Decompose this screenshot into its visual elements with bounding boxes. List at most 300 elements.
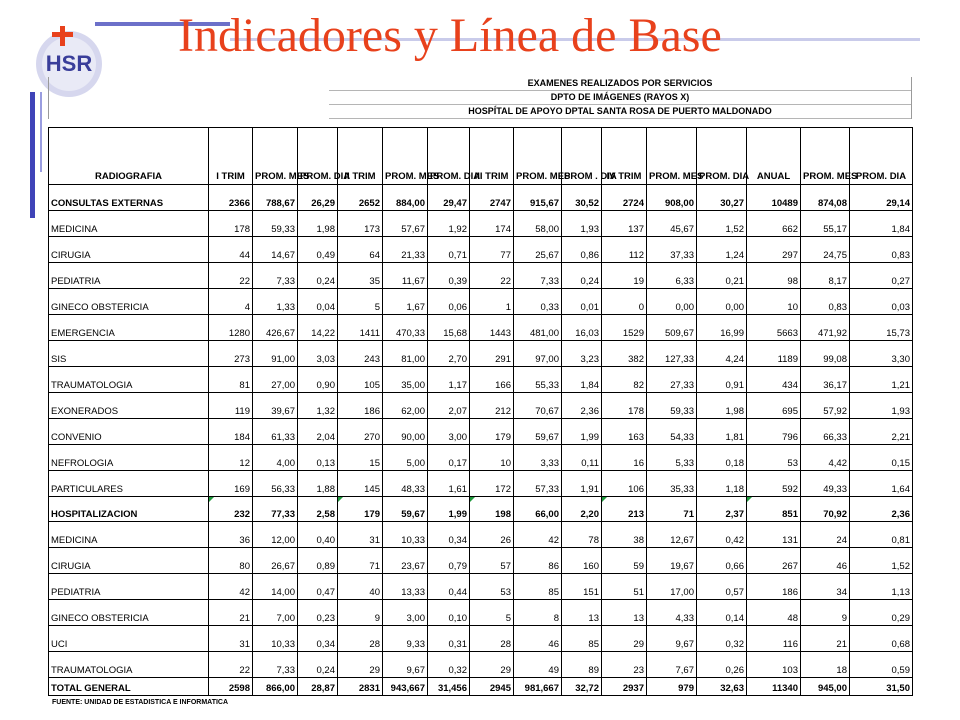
table-cell: 509,67 [647, 315, 697, 341]
table-cell: 19 [602, 263, 647, 289]
table-row [49, 652, 913, 678]
table-cell: 0,89 [298, 548, 338, 574]
table-cell: 57,33 [514, 471, 562, 497]
svg-text:HSR: HSR [45, 51, 93, 76]
table-cell: 29 [602, 626, 647, 652]
table-cell: 10,33 [383, 522, 428, 548]
table-row [49, 626, 913, 652]
table-cell: 1,21 [850, 367, 913, 393]
table-cell: 131 [747, 522, 801, 548]
table-cell: 77 [470, 237, 514, 263]
table-cell: 1,32 [298, 393, 338, 419]
table-cell: 1,84 [850, 211, 913, 237]
table-cell: 1,61 [428, 471, 470, 497]
table-cell: 30,27 [697, 185, 747, 211]
table-cell: 2,37 [697, 497, 747, 522]
table-cell: 0,13 [298, 445, 338, 471]
column-header: PROM . DIA [562, 128, 602, 185]
table-cell: 13 [562, 600, 602, 626]
table-cell: 7,33 [253, 652, 298, 678]
table-cell: 106 [602, 471, 647, 497]
spreadsheet [48, 77, 912, 710]
table-cell: 662 [747, 211, 801, 237]
table-cell: 0,83 [801, 289, 850, 315]
table-cell: 2598 [209, 678, 253, 696]
table-cell: 9,67 [383, 652, 428, 678]
table-cell: 0,26 [697, 652, 747, 678]
table-cell: 0,34 [298, 626, 338, 652]
table-row [49, 600, 913, 626]
table-cell: 695 [747, 393, 801, 419]
table-cell: 0,11 [562, 445, 602, 471]
table-cell: 7,67 [647, 652, 697, 678]
table-row [49, 237, 913, 263]
table-cell: 5663 [747, 315, 801, 341]
table-cell: 0,49 [298, 237, 338, 263]
sheet-header-line: HOSPÍTAL DE APOYO DPTAL SANTA ROSA DE PUERTO MALDONADO [329, 105, 911, 119]
table-cell: 0,31 [428, 626, 470, 652]
table-cell: 1189 [747, 341, 801, 367]
table-cell: 11,67 [383, 263, 428, 289]
table-cell: 16,03 [562, 315, 602, 341]
table-cell: 4,00 [253, 445, 298, 471]
table-cell: 98 [747, 263, 801, 289]
table-cell: 55,33 [514, 367, 562, 393]
table-cell: 26,29 [298, 185, 338, 211]
table-header-row [49, 128, 913, 185]
table-cell: 22 [470, 263, 514, 289]
table-cell: 1,88 [298, 471, 338, 497]
row-label: TOTAL GENERAL [49, 678, 209, 696]
table-cell: 4,24 [697, 341, 747, 367]
table-cell: 8 [514, 600, 562, 626]
table-row [49, 419, 913, 445]
table-cell: 66,33 [801, 419, 850, 445]
table-cell: 1529 [602, 315, 647, 341]
row-label: HOSPITALIZACION [49, 497, 209, 522]
table-cell: 44 [209, 237, 253, 263]
table-cell: 53 [747, 445, 801, 471]
column-header: IV TRIM [602, 128, 647, 185]
table-cell: 979 [647, 678, 697, 696]
table-cell: 1,84 [562, 367, 602, 393]
table-cell: 35 [338, 263, 383, 289]
table-cell: 0,47 [298, 574, 338, 600]
table-cell: 34 [801, 574, 850, 600]
row-label: PEDIATRIA [49, 574, 209, 600]
table-cell: 0,83 [850, 237, 913, 263]
row-label: TRAUMATOLOGIA [49, 652, 209, 678]
table-cell: 0,90 [298, 367, 338, 393]
table-cell: 38 [602, 522, 647, 548]
table-cell: 169 [209, 471, 253, 497]
table-row [49, 574, 913, 600]
table-cell: 470,33 [383, 315, 428, 341]
table-cell: 10 [747, 289, 801, 315]
table-cell: 0,71 [428, 237, 470, 263]
table-cell: 1411 [338, 315, 383, 341]
table-cell: 382 [602, 341, 647, 367]
table-cell: 0,23 [298, 600, 338, 626]
table-cell: 0,32 [697, 626, 747, 652]
row-label: UCI [49, 626, 209, 652]
table-cell: 39,67 [253, 393, 298, 419]
table-cell: 0,27 [850, 263, 913, 289]
table-cell: 2,04 [298, 419, 338, 445]
table-row [49, 367, 913, 393]
table-cell: 2,70 [428, 341, 470, 367]
table-cell: 0,24 [298, 652, 338, 678]
table-cell: 7,00 [253, 600, 298, 626]
table-cell: 1,93 [850, 393, 913, 419]
table-cell: 1,24 [697, 237, 747, 263]
table-cell: 915,67 [514, 185, 562, 211]
table-cell: 0,32 [428, 652, 470, 678]
table-cell: 3,03 [298, 341, 338, 367]
table-cell: 2,21 [850, 419, 913, 445]
table-cell: 27,00 [253, 367, 298, 393]
table-cell: 2,58 [298, 497, 338, 522]
table-cell: 48 [747, 600, 801, 626]
table-cell: 0,03 [850, 289, 913, 315]
table-cell: 3,33 [514, 445, 562, 471]
table-cell: 21,33 [383, 237, 428, 263]
table-cell: 0,14 [697, 600, 747, 626]
table-cell: 2,36 [562, 393, 602, 419]
table-cell: 0,57 [697, 574, 747, 600]
table-cell: 59,67 [383, 497, 428, 522]
table-cell: 5,33 [647, 445, 697, 471]
row-label: PARTICULARES [49, 471, 209, 497]
table-cell: 186 [747, 574, 801, 600]
table-cell: 10489 [747, 185, 801, 211]
table-cell: 26,67 [253, 548, 298, 574]
table-cell: 945,00 [801, 678, 850, 696]
table-cell: 160 [562, 548, 602, 574]
column-header: PROM. DIA [850, 128, 913, 185]
table-cell: 15,73 [850, 315, 913, 341]
table-cell: 1,64 [850, 471, 913, 497]
table-cell: 9 [338, 600, 383, 626]
table-cell: 788,67 [253, 185, 298, 211]
table-cell: 23,67 [383, 548, 428, 574]
table-cell: 70,92 [801, 497, 850, 522]
table-cell: 0,68 [850, 626, 913, 652]
table-cell: 13 [602, 600, 647, 626]
table-cell: 14,67 [253, 237, 298, 263]
table-cell: 36 [209, 522, 253, 548]
table-cell: 27,33 [647, 367, 697, 393]
column-header: PROM. DIA [697, 128, 747, 185]
table-cell: 151 [562, 574, 602, 600]
table-cell: 71 [338, 548, 383, 574]
table-cell: 8,17 [801, 263, 850, 289]
table-cell: 186 [338, 393, 383, 419]
table-row [49, 315, 913, 341]
table-cell: 0,17 [428, 445, 470, 471]
table-cell: 0,33 [514, 289, 562, 315]
table-cell: 14,22 [298, 315, 338, 341]
table-cell: 5 [470, 600, 514, 626]
table-cell: 103 [747, 652, 801, 678]
table-cell: 48,33 [383, 471, 428, 497]
table-cell: 21 [209, 600, 253, 626]
table-cell: 64 [338, 237, 383, 263]
column-header: PROM. DIA [298, 128, 338, 185]
table-cell: 17,00 [647, 574, 697, 600]
table-cell: 13,33 [383, 574, 428, 600]
row-label: CIRUGIA [49, 237, 209, 263]
table-cell: 943,667 [383, 678, 428, 696]
table-cell: 179 [338, 497, 383, 522]
table-cell: 267 [747, 548, 801, 574]
table-cell: 28,87 [298, 678, 338, 696]
table-cell: 116 [747, 626, 801, 652]
table-cell: 29 [470, 652, 514, 678]
row-label: MEDICINA [49, 522, 209, 548]
table-cell: 7,33 [253, 263, 298, 289]
table-cell: 2,07 [428, 393, 470, 419]
table-cell: 426,67 [253, 315, 298, 341]
table-cell: 981,667 [514, 678, 562, 696]
table-cell: 2945 [470, 678, 514, 696]
table-cell: 49,33 [801, 471, 850, 497]
table-cell: 59 [602, 548, 647, 574]
column-header: PROM. MES [253, 128, 298, 185]
table-cell: 137 [602, 211, 647, 237]
table-cell: 1,99 [562, 419, 602, 445]
table-cell: 97,00 [514, 341, 562, 367]
table-cell: 36,17 [801, 367, 850, 393]
column-header-service: RADIOGRAFIA [49, 128, 209, 185]
table-cell: 184 [209, 419, 253, 445]
table-cell: 1,98 [697, 393, 747, 419]
row-label: PEDIATRIA [49, 263, 209, 289]
column-header: ANUAL [747, 128, 801, 185]
table-cell: 12 [209, 445, 253, 471]
table-cell: 481,00 [514, 315, 562, 341]
table-cell: 55,17 [801, 211, 850, 237]
table-cell: 0,44 [428, 574, 470, 600]
table-row [49, 471, 913, 497]
table-cell: 66,00 [514, 497, 562, 522]
table-cell: 0,34 [428, 522, 470, 548]
table-cell: 105 [338, 367, 383, 393]
table-cell: 42 [514, 522, 562, 548]
table-cell: 3,00 [383, 600, 428, 626]
table-cell: 46 [514, 626, 562, 652]
table-cell: 1,81 [697, 419, 747, 445]
table-cell: 9,67 [647, 626, 697, 652]
table-cell: 81,00 [383, 341, 428, 367]
table-cell: 29 [338, 652, 383, 678]
table-cell: 31,456 [428, 678, 470, 696]
section-row [49, 497, 913, 522]
table-cell: 0,42 [697, 522, 747, 548]
table-cell: 2724 [602, 185, 647, 211]
table-cell: 57,67 [383, 211, 428, 237]
table-cell: 2831 [338, 678, 383, 696]
table-cell: 16 [602, 445, 647, 471]
table-cell: 0,15 [850, 445, 913, 471]
table-cell: 3,00 [428, 419, 470, 445]
table-cell: 28 [338, 626, 383, 652]
table-cell: 99,08 [801, 341, 850, 367]
table-cell: 1,99 [428, 497, 470, 522]
table-cell: 6,33 [647, 263, 697, 289]
table-cell: 31,50 [850, 678, 913, 696]
column-header: PROM. MES [514, 128, 562, 185]
table-cell: 2,36 [850, 497, 913, 522]
table-cell: 9 [801, 600, 850, 626]
table-cell: 31 [338, 522, 383, 548]
table-cell: 31 [209, 626, 253, 652]
table-cell: 32,63 [697, 678, 747, 696]
table-cell: 112 [602, 237, 647, 263]
table-row [49, 289, 913, 315]
table-cell: 24,75 [801, 237, 850, 263]
table-cell: 40 [338, 574, 383, 600]
table-cell: 1,17 [428, 367, 470, 393]
table-cell: 4,42 [801, 445, 850, 471]
table-cell: 26 [470, 522, 514, 548]
table-cell: 0,10 [428, 600, 470, 626]
table-cell: 12,67 [647, 522, 697, 548]
table-cell: 908,00 [647, 185, 697, 211]
table-row [49, 263, 913, 289]
source-footnote: FUENTE: UNIDAD DE ESTADISTICA E INFORMATICA [52, 699, 229, 706]
table-cell: 7,33 [514, 263, 562, 289]
column-header: PROM. DIA [428, 128, 470, 185]
row-label: NEFROLOGIA [49, 445, 209, 471]
table-cell: 1,92 [428, 211, 470, 237]
table-cell: 53 [470, 574, 514, 600]
table-cell: 1,13 [850, 574, 913, 600]
table-cell: 12,00 [253, 522, 298, 548]
table-cell: 1,93 [562, 211, 602, 237]
table-cell: 874,08 [801, 185, 850, 211]
table-cell: 172 [470, 471, 514, 497]
table-cell: 0,81 [850, 522, 913, 548]
row-label: SIS [49, 341, 209, 367]
row-label: GINECO OBSTERICIA [49, 600, 209, 626]
table-cell: 297 [747, 237, 801, 263]
table-cell: 1,52 [697, 211, 747, 237]
table-cell: 57,92 [801, 393, 850, 419]
table-cell: 21 [801, 626, 850, 652]
table-cell: 85 [562, 626, 602, 652]
table-cell: 78 [562, 522, 602, 548]
table-cell: 1 [470, 289, 514, 315]
table-cell: 35,33 [647, 471, 697, 497]
table-cell: 0,00 [647, 289, 697, 315]
table-cell: 178 [602, 393, 647, 419]
table-cell: 22 [209, 263, 253, 289]
table-cell: 198 [470, 497, 514, 522]
table-cell: 851 [747, 497, 801, 522]
table-cell: 166 [470, 367, 514, 393]
table-cell: 0,24 [562, 263, 602, 289]
section-row [49, 185, 913, 211]
table-cell: 592 [747, 471, 801, 497]
table-cell: 35,00 [383, 367, 428, 393]
slide-title: Indicadores y Línea de Base [178, 9, 722, 62]
table-cell: 291 [470, 341, 514, 367]
table-cell: 59,67 [514, 419, 562, 445]
table-cell: 2,20 [562, 497, 602, 522]
table-cell: 82 [602, 367, 647, 393]
table-cell: 9,33 [383, 626, 428, 652]
table-cell: 796 [747, 419, 801, 445]
column-header: PROM. MES [647, 128, 697, 185]
table-cell: 5,00 [383, 445, 428, 471]
table-cell: 30,52 [562, 185, 602, 211]
table-cell: 243 [338, 341, 383, 367]
row-label: CIRUGIA [49, 548, 209, 574]
table-cell: 1,33 [253, 289, 298, 315]
table-cell: 23 [602, 652, 647, 678]
table-cell: 91,00 [253, 341, 298, 367]
row-label: EMERGENCIA [49, 315, 209, 341]
table-cell: 29,14 [850, 185, 913, 211]
row-label: MEDICINA [49, 211, 209, 237]
table-cell: 2747 [470, 185, 514, 211]
table-cell: 0,21 [697, 263, 747, 289]
table-cell: 0,00 [697, 289, 747, 315]
table-cell: 71 [647, 497, 697, 522]
table-row [49, 548, 913, 574]
table-cell: 179 [470, 419, 514, 445]
table-cell: 77,33 [253, 497, 298, 522]
table-cell: 232 [209, 497, 253, 522]
table-cell: 15,68 [428, 315, 470, 341]
table-cell: 884,00 [383, 185, 428, 211]
table-cell: 174 [470, 211, 514, 237]
column-header: PROM. MES [801, 128, 850, 185]
table-cell: 14,00 [253, 574, 298, 600]
table-cell: 24 [801, 522, 850, 548]
table-cell: 85 [514, 574, 562, 600]
table-cell: 273 [209, 341, 253, 367]
table-cell: 0,24 [298, 263, 338, 289]
table-cell: 15 [338, 445, 383, 471]
column-header: III TRIM [470, 128, 514, 185]
table-cell: 0,79 [428, 548, 470, 574]
table-cell: 18 [801, 652, 850, 678]
table-cell: 145 [338, 471, 383, 497]
table-cell: 213 [602, 497, 647, 522]
table-cell: 1,67 [383, 289, 428, 315]
table-cell: 25,67 [514, 237, 562, 263]
table-cell: 0 [602, 289, 647, 315]
table-cell: 434 [747, 367, 801, 393]
table-cell: 0,40 [298, 522, 338, 548]
table-cell: 3,23 [562, 341, 602, 367]
table-cell: 22 [209, 652, 253, 678]
table-cell: 3,30 [850, 341, 913, 367]
total-row [49, 678, 913, 696]
sheet-header [48, 77, 912, 119]
table-cell: 29,47 [428, 185, 470, 211]
table-cell: 0,04 [298, 289, 338, 315]
table-cell: 1,98 [298, 211, 338, 237]
decor-line-left [40, 92, 42, 172]
table-cell: 0,01 [562, 289, 602, 315]
table-cell: 0,66 [697, 548, 747, 574]
table-cell: 46 [801, 548, 850, 574]
row-label: TRAUMATOLOGIA [49, 367, 209, 393]
table-cell: 80 [209, 548, 253, 574]
